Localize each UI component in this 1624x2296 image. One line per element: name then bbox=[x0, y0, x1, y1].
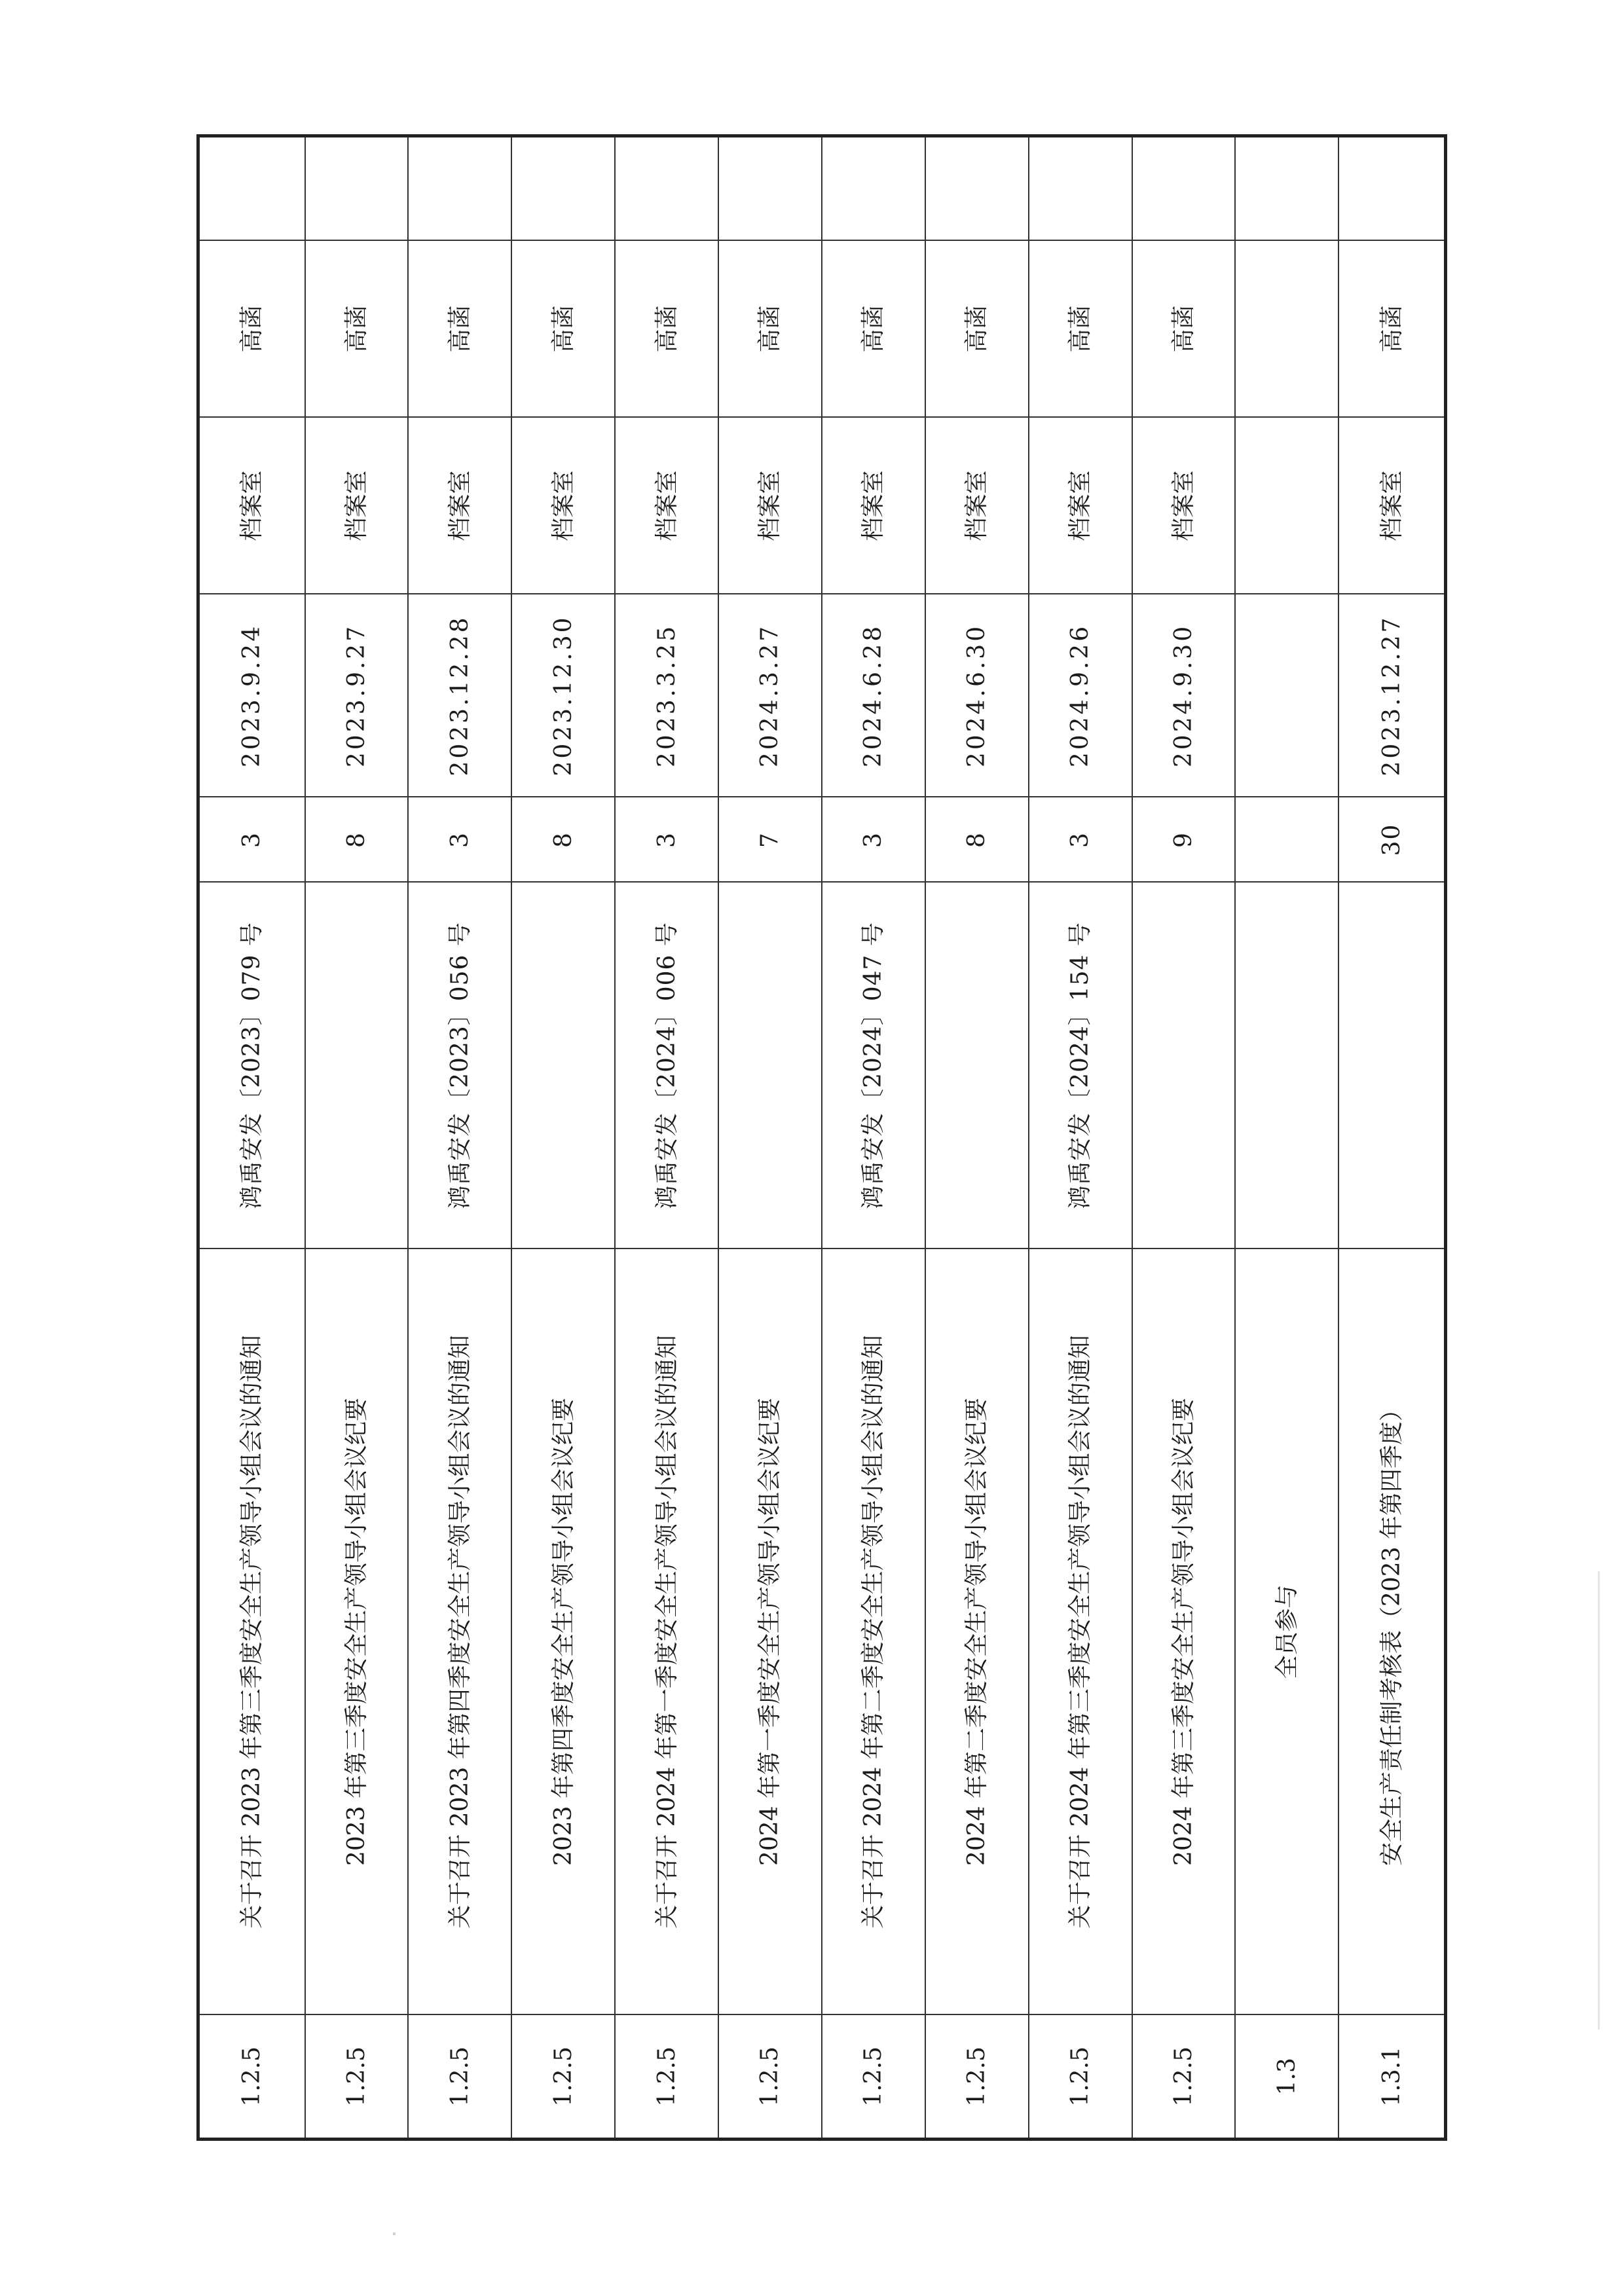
index-cell: 1.2.5 bbox=[925, 2015, 1029, 2140]
index-cell: 1.3.1 bbox=[1338, 2015, 1445, 2140]
table-row bbox=[511, 136, 615, 2140]
doc-number-cell bbox=[305, 883, 409, 1249]
title-cell: 关于召开 2024 年第三季度安全生产领导小组会议的通知 bbox=[1029, 1249, 1132, 2015]
page-count-cell: 3 bbox=[822, 797, 925, 883]
title-cell: 2023 年第四季度安全生产领导小组会议纪要 bbox=[511, 1249, 615, 2015]
page-count-cell: 3 bbox=[1029, 797, 1132, 883]
title-cell: 关于召开 2023 年第三季度安全生产领导小组会议的通知 bbox=[198, 1249, 305, 2015]
doc-number-cell: 鸿禹安发〔2024〕047 号 bbox=[822, 883, 925, 1249]
note-cell bbox=[198, 136, 305, 241]
index-cell: 1.2.5 bbox=[1029, 2015, 1132, 2140]
scan-edge-shadow bbox=[1598, 1571, 1600, 2030]
keeper-cell: 高菡 bbox=[1338, 241, 1445, 418]
title-cell: 2024 年第二季度安全生产领导小组会议纪要 bbox=[925, 1249, 1029, 2015]
location-cell: 档案室 bbox=[1132, 418, 1236, 594]
location-cell: 档案室 bbox=[1029, 418, 1132, 594]
location-cell: 档案室 bbox=[718, 418, 822, 594]
keeper-cell: 高菡 bbox=[1132, 241, 1236, 418]
doc-number-cell: 鸿禹安发〔2023〕056 号 bbox=[408, 883, 511, 1249]
archive-register-table bbox=[196, 134, 1447, 2141]
rotated-table-wrapper bbox=[196, 137, 1447, 2141]
date-cell: 2023.9.27 bbox=[305, 594, 409, 797]
title-cell: 关于召开 2023 年第四季度安全生产领导小组会议的通知 bbox=[408, 1249, 511, 2015]
title-cell: 安全生产责任制考核表（2023 年第四季度） bbox=[1338, 1249, 1445, 2015]
table-body bbox=[198, 136, 1446, 2140]
location-cell: 档案室 bbox=[615, 418, 718, 594]
doc-number-cell: 鸿禹安发〔2024〕006 号 bbox=[615, 883, 718, 1249]
date-cell: 2024.9.26 bbox=[1029, 594, 1132, 797]
index-cell: 1.2.5 bbox=[718, 2015, 822, 2140]
note-cell bbox=[305, 136, 409, 241]
table-row bbox=[1132, 136, 1236, 2140]
title-cell: 全员参与 bbox=[1235, 1249, 1338, 2015]
table-row bbox=[305, 136, 409, 2140]
note-cell bbox=[511, 136, 615, 241]
page-count-cell: 9 bbox=[1132, 797, 1236, 883]
title-cell: 关于召开 2024 年第一季度安全生产领导小组会议的通知 bbox=[615, 1249, 718, 2015]
keeper-cell: 高菡 bbox=[822, 241, 925, 418]
date-cell: 2024.6.30 bbox=[925, 594, 1029, 797]
table-row bbox=[718, 136, 822, 2140]
doc-number-cell bbox=[511, 883, 615, 1249]
index-cell: 1.3 bbox=[1235, 2015, 1338, 2140]
page-count-cell: 8 bbox=[925, 797, 1029, 883]
page-count-cell: 8 bbox=[305, 797, 409, 883]
date-cell: 2023.9.24 bbox=[198, 594, 305, 797]
location-cell: 档案室 bbox=[198, 418, 305, 594]
note-cell bbox=[1029, 136, 1132, 241]
date-cell: 2023.12.28 bbox=[408, 594, 511, 797]
location-cell: 档案室 bbox=[1338, 418, 1445, 594]
note-cell bbox=[1338, 136, 1445, 241]
page-count-cell: 7 bbox=[718, 797, 822, 883]
index-cell: 1.2.5 bbox=[511, 2015, 615, 2140]
doc-number-cell bbox=[718, 883, 822, 1249]
note-cell bbox=[718, 136, 822, 241]
table-row bbox=[615, 136, 718, 2140]
page-count-cell: 8 bbox=[511, 797, 615, 883]
index-cell: 1.2.5 bbox=[822, 2015, 925, 2140]
location-cell: 档案室 bbox=[305, 418, 409, 594]
page-count-cell: 30 bbox=[1338, 797, 1445, 883]
keeper-cell: 高菡 bbox=[925, 241, 1029, 418]
table-row bbox=[1029, 136, 1132, 2140]
title-cell: 关于召开 2024 年第二季度安全生产领导小组会议的通知 bbox=[822, 1249, 925, 2015]
table-row bbox=[1338, 136, 1445, 2140]
index-cell: 1.2.5 bbox=[305, 2015, 409, 2140]
keeper-cell: 高菡 bbox=[718, 241, 822, 418]
location-cell bbox=[1235, 418, 1338, 594]
page-count-cell: 3 bbox=[198, 797, 305, 883]
note-cell bbox=[1235, 136, 1338, 241]
doc-number-cell: 鸿禹安发〔2023〕079 号 bbox=[198, 883, 305, 1249]
date-cell: 2024.6.28 bbox=[822, 594, 925, 797]
doc-number-cell bbox=[1338, 883, 1445, 1249]
title-cell: 2023 年第三季度安全生产领导小组会议纪要 bbox=[305, 1249, 409, 2015]
date-cell: 2024.3.27 bbox=[718, 594, 822, 797]
page-count-cell bbox=[1235, 797, 1338, 883]
table-row bbox=[822, 136, 925, 2140]
keeper-cell bbox=[1235, 241, 1338, 418]
date-cell: 2023.12.27 bbox=[1338, 594, 1445, 797]
scan-speck bbox=[393, 2232, 396, 2235]
keeper-cell: 高菡 bbox=[1029, 241, 1132, 418]
keeper-cell: 高菡 bbox=[511, 241, 615, 418]
page-count-cell: 3 bbox=[615, 797, 718, 883]
table-row bbox=[925, 136, 1029, 2140]
index-cell: 1.2.5 bbox=[198, 2015, 305, 2140]
page-count-cell: 3 bbox=[408, 797, 511, 883]
doc-number-cell: 鸿禹安发〔2024〕154 号 bbox=[1029, 883, 1132, 1249]
title-cell: 2024 年第三季度安全生产领导小组会议纪要 bbox=[1132, 1249, 1236, 2015]
location-cell: 档案室 bbox=[925, 418, 1029, 594]
location-cell: 档案室 bbox=[408, 418, 511, 594]
table-row bbox=[198, 136, 305, 2140]
note-cell bbox=[822, 136, 925, 241]
note-cell bbox=[1132, 136, 1236, 241]
index-cell: 1.2.5 bbox=[1132, 2015, 1236, 2140]
keeper-cell: 高菡 bbox=[615, 241, 718, 418]
doc-number-cell bbox=[925, 883, 1029, 1249]
doc-number-cell bbox=[1235, 883, 1338, 1249]
keeper-cell: 高菡 bbox=[198, 241, 305, 418]
location-cell: 档案室 bbox=[822, 418, 925, 594]
date-cell: 2023.3.25 bbox=[615, 594, 718, 797]
index-cell: 1.2.5 bbox=[615, 2015, 718, 2140]
doc-number-cell bbox=[1132, 883, 1236, 1249]
location-cell: 档案室 bbox=[511, 418, 615, 594]
keeper-cell: 高菡 bbox=[305, 241, 409, 418]
note-cell bbox=[925, 136, 1029, 241]
table-row bbox=[1235, 136, 1338, 2140]
index-cell: 1.2.5 bbox=[408, 2015, 511, 2140]
note-cell bbox=[615, 136, 718, 241]
note-cell bbox=[408, 136, 511, 241]
title-cell: 2024 年第一季度安全生产领导小组会议纪要 bbox=[718, 1249, 822, 2015]
date-cell: 2024.9.30 bbox=[1132, 594, 1236, 797]
table-row bbox=[408, 136, 511, 2140]
keeper-cell: 高菡 bbox=[408, 241, 511, 418]
date-cell: 2023.12.30 bbox=[511, 594, 615, 797]
date-cell bbox=[1235, 594, 1338, 797]
